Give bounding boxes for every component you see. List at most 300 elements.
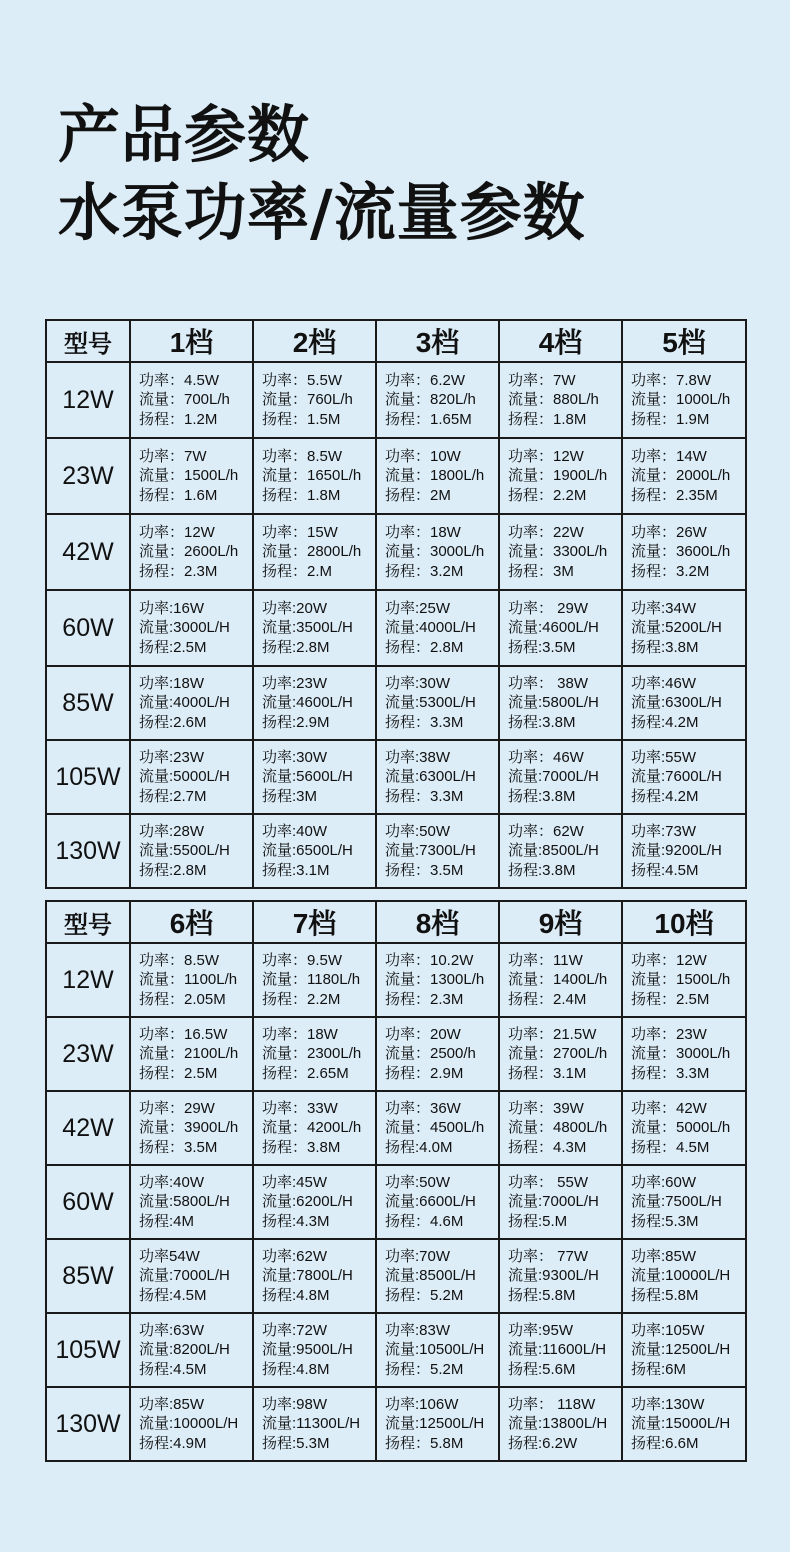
model-cell: 130W	[46, 814, 130, 888]
power-value: 功率：12W	[508, 447, 584, 465]
head-value: 扬程:3.1M	[262, 861, 330, 879]
head-value: 扬程：3.2M	[631, 562, 710, 580]
power-value: 功率:40W	[262, 822, 328, 840]
power-value: 功率:20W	[262, 599, 328, 617]
flow-value: 流量:6300L/H	[631, 694, 722, 712]
table-row	[46, 1239, 746, 1313]
head-value: 扬程:2.6M	[139, 713, 207, 731]
head-value: 扬程:5.M	[508, 1212, 568, 1230]
power-value: 功率：7W	[139, 447, 207, 465]
flow-value: 流量:5800L/H	[139, 1193, 230, 1211]
head-value: 扬程:4.9M	[139, 1434, 207, 1452]
power-value: 功率： 55W	[508, 1173, 589, 1191]
model-cell: 130W	[46, 1387, 130, 1461]
spec-cell	[376, 1017, 499, 1091]
spec-cell	[622, 1017, 746, 1091]
head-value: 扬程：2.3M	[385, 990, 464, 1008]
power-value: 功率:62W	[262, 1247, 328, 1265]
flow-value: 流量：4500L/h	[385, 1119, 485, 1137]
power-value: 功率：12W	[139, 523, 215, 541]
power-value: 功率：46W	[508, 748, 584, 766]
flow-value: 流量:10000L/H	[631, 1267, 731, 1285]
header-model: 型号	[46, 901, 130, 943]
power-value: 功率:50W	[385, 822, 451, 840]
spec-table-gears-6-10	[45, 900, 747, 1462]
head-value: 扬程：2.9M	[385, 1064, 464, 1082]
power-value: 功率:45W	[262, 1173, 328, 1191]
power-value: 功率：36W	[385, 1099, 461, 1117]
head-value: 扬程:3.8M	[508, 861, 576, 879]
power-value: 功率：15W	[262, 523, 338, 541]
head-value: 扬程:4.8M	[262, 1286, 330, 1304]
spec-cell	[499, 814, 622, 888]
flow-value: 流量：1650L/h	[262, 467, 362, 485]
flow-value: 流量：3600L/h	[631, 543, 731, 561]
power-value: 功率：10.2W	[385, 951, 474, 969]
spec-cell	[253, 1165, 376, 1239]
head-value: 扬程:3.5M	[508, 638, 576, 656]
spec-cell	[376, 1091, 499, 1165]
spec-cell	[253, 814, 376, 888]
spec-cell	[376, 1165, 499, 1239]
spec-cell	[130, 514, 253, 590]
flow-value: 流量：1180L/h	[262, 971, 361, 989]
flow-value: 流量:10500L/H	[385, 1341, 485, 1359]
head-value: 扬程:5.8M	[508, 1286, 576, 1304]
model-cell: 42W	[46, 514, 130, 590]
flow-value: 流量:3000L/H	[139, 619, 230, 637]
head-value: 扬程：2M	[385, 486, 451, 504]
power-value: 功率:73W	[631, 822, 697, 840]
power-value: 功率:106W	[385, 1395, 459, 1413]
spec-cell	[253, 1017, 376, 1091]
head-value: 扬程：2.M	[262, 562, 333, 580]
spec-cell	[376, 1387, 499, 1461]
flow-value: 流量：2700L/h	[508, 1045, 608, 1063]
spec-cell	[130, 1387, 253, 1461]
header-gear: 3档	[376, 320, 499, 362]
head-value: 扬程:4.2M	[631, 713, 699, 731]
flow-value: 流量：760L/h	[262, 391, 353, 409]
model-cell: 85W	[46, 666, 130, 740]
power-value: 功率:130W	[631, 1395, 705, 1413]
flow-value: 流量:7800L/H	[262, 1267, 353, 1285]
head-value: 扬程:4.5M	[139, 1360, 207, 1378]
head-value: 扬程：5.8M	[385, 1434, 464, 1452]
flow-value: 流量:9200L/H	[631, 842, 722, 860]
spec-cell	[376, 666, 499, 740]
spec-cell	[253, 1091, 376, 1165]
flow-value: 流量:5600L/H	[262, 768, 353, 786]
head-value: 扬程:2.7M	[139, 787, 207, 805]
power-value: 功率:72W	[262, 1321, 328, 1339]
flow-value: 流量：700L/h	[139, 391, 230, 409]
power-value: 功率:25W	[385, 599, 451, 617]
flow-value: 流量：820L/h	[385, 391, 476, 409]
power-value: 功率:83W	[385, 1321, 451, 1339]
flow-value: 流量:3500L/H	[262, 619, 353, 637]
head-value: 扬程：3.8M	[262, 1138, 341, 1156]
head-value: 扬程：2.2M	[262, 990, 341, 1008]
power-value: 功率：62W	[508, 822, 584, 840]
head-value: 扬程：3.1M	[508, 1064, 587, 1082]
model-cell: 105W	[46, 1313, 130, 1387]
head-value: 扬程：3.5M	[385, 861, 464, 879]
power-value: 功率：21.5W	[508, 1025, 597, 1043]
head-value: 扬程：2.2M	[508, 486, 587, 504]
power-value: 功率:34W	[631, 599, 697, 617]
spec-cell	[499, 943, 622, 1017]
spec-cell	[499, 362, 622, 438]
head-value: 扬程：2.5M	[139, 1064, 218, 1082]
header-gear: 10档	[622, 901, 746, 943]
spec-cell	[499, 1165, 622, 1239]
head-value: 扬程:4.3M	[262, 1212, 330, 1230]
flow-value: 流量：3000L/h	[631, 1045, 731, 1063]
table-header-row	[46, 901, 746, 943]
head-value: 扬程：1.9M	[631, 410, 710, 428]
model-cell: 12W	[46, 362, 130, 438]
flow-value: 流量:12500L/H	[631, 1341, 731, 1359]
head-value: 扬程:5.3M	[631, 1212, 699, 1230]
head-value: 扬程:2.9M	[262, 713, 330, 731]
power-value: 功率：26W	[631, 523, 707, 541]
spec-cell	[622, 740, 746, 814]
spec-cell	[376, 590, 499, 666]
power-value: 功率：39W	[508, 1099, 584, 1117]
header-gear: 8档	[376, 901, 499, 943]
flow-value: 流量:7000L/H	[508, 768, 599, 786]
head-value: 扬程：2.3M	[139, 562, 218, 580]
head-value: 扬程:5.8M	[631, 1286, 699, 1304]
spec-cell	[376, 1313, 499, 1387]
power-value: 功率：5.5W	[262, 371, 343, 389]
header-gear: 7档	[253, 901, 376, 943]
flow-value: 流量:6300L/H	[385, 768, 476, 786]
table-row	[46, 943, 746, 1017]
flow-value: 流量:6500L/H	[262, 842, 353, 860]
power-value: 功率：18W	[385, 523, 461, 541]
head-value: 扬程：3.2M	[385, 562, 464, 580]
flow-value: 流量:5000L/H	[139, 768, 230, 786]
spec-cell	[253, 740, 376, 814]
flow-value: 流量:4000L/H	[139, 694, 230, 712]
spec-cell	[130, 943, 253, 1017]
head-value: 扬程:4.8M	[262, 1360, 330, 1378]
model-cell: 60W	[46, 590, 130, 666]
head-value: 扬程：3.5M	[139, 1138, 218, 1156]
power-value: 功率：16.5W	[139, 1025, 228, 1043]
spec-cell	[622, 666, 746, 740]
head-value: 扬程：1.65M	[385, 410, 472, 428]
flow-value: 流量:9500L/H	[262, 1341, 353, 1359]
table-row	[46, 438, 746, 514]
head-value: 扬程:6.6M	[631, 1434, 699, 1452]
head-value: 扬程:2.8M	[262, 638, 330, 656]
flow-value: 流量:7000L/H	[139, 1267, 230, 1285]
flow-value: 流量：1100L/h	[139, 971, 238, 989]
spec-cell	[130, 666, 253, 740]
head-value: 扬程:2.8M	[139, 861, 207, 879]
flow-value: 流量：4800L/h	[508, 1119, 608, 1137]
flow-value: 流量:11300L/H	[262, 1415, 361, 1433]
flow-value: 流量：3900L/h	[139, 1119, 239, 1137]
spec-cell	[622, 362, 746, 438]
spec-cell	[622, 1313, 746, 1387]
head-value: 扬程:4M	[139, 1212, 195, 1230]
table-row	[46, 814, 746, 888]
head-value: 扬程：2.4M	[508, 990, 587, 1008]
spec-cell	[130, 590, 253, 666]
spec-cell	[130, 1313, 253, 1387]
head-value: 扬程:3.8M	[508, 713, 576, 731]
flow-value: 流量：2000L/h	[631, 467, 731, 485]
head-value: 扬程：1.2M	[139, 410, 218, 428]
power-value: 功率:60W	[631, 1173, 697, 1191]
power-value: 功率:63W	[139, 1321, 205, 1339]
spec-cell	[622, 814, 746, 888]
power-value: 功率:30W	[385, 674, 451, 692]
spec-cell	[130, 1239, 253, 1313]
power-value: 功率：7.8W	[631, 371, 712, 389]
flow-value: 流量：1500L/h	[631, 971, 731, 989]
flow-value: 流量:12500L/H	[385, 1415, 485, 1433]
spec-cell	[130, 362, 253, 438]
spec-cell	[130, 438, 253, 514]
model-cell: 42W	[46, 1091, 130, 1165]
head-value: 扬程:2.5M	[139, 638, 207, 656]
head-value: 扬程：2.8M	[385, 638, 464, 656]
spec-cell	[622, 1387, 746, 1461]
power-value: 功率:98W	[262, 1395, 328, 1413]
head-value: 扬程:5.6M	[508, 1360, 576, 1378]
flow-value: 流量:10000L/H	[139, 1415, 239, 1433]
header-gear: 9档	[499, 901, 622, 943]
flow-value: 流量：2500/h	[385, 1045, 476, 1063]
head-value: 扬程：4.6M	[385, 1212, 464, 1230]
spec-cell	[130, 814, 253, 888]
spec-cell	[253, 590, 376, 666]
head-value: 扬程：3.3M	[631, 1064, 710, 1082]
flow-value: 流量:6200L/H	[262, 1193, 353, 1211]
head-value: 扬程:3M	[262, 787, 318, 805]
head-value: 扬程：4.3M	[508, 1138, 587, 1156]
flow-value: 流量:8200L/H	[139, 1341, 230, 1359]
spec-cell	[622, 514, 746, 590]
spec-cell	[622, 438, 746, 514]
table-row	[46, 362, 746, 438]
head-value: 扬程：2.5M	[631, 990, 710, 1008]
flow-value: 流量：1800L/h	[385, 467, 485, 485]
head-value: 扬程：4.5M	[631, 1138, 710, 1156]
flow-value: 流量:9300L/H	[508, 1267, 599, 1285]
header-gear: 4档	[499, 320, 622, 362]
spec-cell	[376, 362, 499, 438]
table-row	[46, 740, 746, 814]
power-value: 功率:105W	[631, 1321, 705, 1339]
spec-cell	[253, 1387, 376, 1461]
flow-value: 流量：1300L/h	[385, 971, 485, 989]
spec-cell	[376, 438, 499, 514]
power-value: 功率:70W	[385, 1247, 451, 1265]
head-value: 扬程：3.3M	[385, 713, 464, 731]
head-value: 扬程:4.2M	[631, 787, 699, 805]
spec-cell	[253, 1239, 376, 1313]
head-value: 扬程：1.8M	[508, 410, 587, 428]
flow-value: 流量：4200L/h	[262, 1119, 362, 1137]
flow-value: 流量:4600L/H	[508, 619, 599, 637]
flow-value: 流量：1900L/h	[508, 467, 608, 485]
table-row	[46, 666, 746, 740]
header-gear: 2档	[253, 320, 376, 362]
spec-cell	[376, 1239, 499, 1313]
spec-cell	[376, 943, 499, 1017]
spec-cell	[253, 438, 376, 514]
flow-value: 流量：1000L/h	[631, 391, 731, 409]
power-value: 功率： 38W	[508, 674, 589, 692]
head-value: 扬程：1.6M	[139, 486, 218, 504]
head-value: 扬程：3.3M	[385, 787, 464, 805]
head-value: 扬程:3.8M	[631, 638, 699, 656]
flow-value: 流量:6600L/H	[385, 1193, 476, 1211]
power-value: 功率： 29W	[508, 599, 589, 617]
flow-value: 流量:11600L/H	[508, 1341, 607, 1359]
page-subtitle: 水泵功率/流量参数	[58, 176, 586, 249]
power-value: 功率:23W	[262, 674, 328, 692]
spec-cell	[376, 814, 499, 888]
power-value: 功率：18W	[262, 1025, 338, 1043]
power-value: 功率： 77W	[508, 1247, 589, 1265]
power-value: 功率：22W	[508, 523, 584, 541]
flow-value: 流量:13800L/H	[508, 1415, 608, 1433]
flow-value: 流量:7600L/H	[631, 768, 722, 786]
spec-cell	[499, 1091, 622, 1165]
table-row	[46, 514, 746, 590]
spec-cell	[130, 1091, 253, 1165]
head-value: 扬程:5.3M	[262, 1434, 330, 1452]
spec-cell	[253, 943, 376, 1017]
power-value: 功率:40W	[139, 1173, 205, 1191]
power-value: 功率：10W	[385, 447, 461, 465]
model-cell: 85W	[46, 1239, 130, 1313]
spec-cell	[130, 1165, 253, 1239]
flow-value: 流量：880L/h	[508, 391, 599, 409]
header-model: 型号	[46, 320, 130, 362]
power-value: 功率：11W	[508, 951, 583, 969]
head-value: 扬程:6M	[631, 1360, 687, 1378]
header-gear: 6档	[130, 901, 253, 943]
power-value: 功率:23W	[139, 748, 205, 766]
spec-cell	[622, 1165, 746, 1239]
flow-value: 流量：2800L/h	[262, 543, 362, 561]
power-value: 功率:18W	[139, 674, 205, 692]
spec-cell	[253, 666, 376, 740]
power-value: 功率:55W	[631, 748, 697, 766]
flow-value: 流量：5000L/h	[631, 1119, 731, 1137]
head-value: 扬程：5.2M	[385, 1286, 464, 1304]
spec-cell	[499, 1239, 622, 1313]
power-value: 功率:28W	[139, 822, 205, 840]
head-value: 扬程:4.5M	[631, 861, 699, 879]
table-row	[46, 590, 746, 666]
flow-value: 流量:5200L/H	[631, 619, 722, 637]
flow-value: 流量：1500L/h	[139, 467, 239, 485]
spec-cell	[499, 590, 622, 666]
head-value: 扬程：1.8M	[262, 486, 341, 504]
flow-value: 流量：3000L/h	[385, 543, 485, 561]
power-value: 功率:85W	[631, 1247, 697, 1265]
power-value: 功率：12W	[631, 951, 707, 969]
power-value: 功率54W	[139, 1247, 200, 1265]
power-value: 功率:85W	[139, 1395, 205, 1413]
table-row	[46, 1091, 746, 1165]
power-value: 功率:16W	[139, 599, 205, 617]
spec-cell	[499, 1387, 622, 1461]
power-value: 功率：42W	[631, 1099, 707, 1117]
header-gear: 5档	[622, 320, 746, 362]
flow-value: 流量:15000L/H	[631, 1415, 731, 1433]
power-value: 功率:38W	[385, 748, 451, 766]
spec-cell	[499, 1313, 622, 1387]
head-value: 扬程：3M	[508, 562, 574, 580]
spec-cell	[622, 1091, 746, 1165]
flow-value: 流量：2600L/h	[139, 543, 239, 561]
head-value: 扬程:6.2W	[508, 1434, 578, 1452]
flow-value: 流量：2100L/h	[139, 1045, 239, 1063]
table-row	[46, 1313, 746, 1387]
power-value: 功率： 118W	[508, 1395, 596, 1413]
spec-cell	[499, 666, 622, 740]
head-value: 扬程:4.5M	[139, 1286, 207, 1304]
spec-cell	[376, 740, 499, 814]
power-value: 功率：20W	[385, 1025, 461, 1043]
model-cell: 105W	[46, 740, 130, 814]
power-value: 功率：29W	[139, 1099, 215, 1117]
power-value: 功率：8.5W	[262, 447, 343, 465]
model-cell: 60W	[46, 1165, 130, 1239]
flow-value: 流量：2300L/h	[262, 1045, 362, 1063]
power-value: 功率：4.5W	[139, 371, 220, 389]
spec-cell	[499, 514, 622, 590]
power-value: 功率:95W	[508, 1321, 574, 1339]
power-value: 功率：33W	[262, 1099, 338, 1117]
spec-cell	[622, 590, 746, 666]
spec-cell	[499, 740, 622, 814]
head-value: 扬程：5.2M	[385, 1360, 464, 1378]
head-value: 扬程:4.0M	[385, 1138, 453, 1156]
table-row	[46, 1387, 746, 1461]
table-row	[46, 1165, 746, 1239]
power-value: 功率：23W	[631, 1025, 707, 1043]
spec-cell	[130, 740, 253, 814]
flow-value: 流量:5500L/H	[139, 842, 230, 860]
power-value: 功率:46W	[631, 674, 697, 692]
table-header-row	[46, 320, 746, 362]
power-value: 功率：8.5W	[139, 951, 220, 969]
flow-value: 流量:8500L/H	[385, 1267, 476, 1285]
spec-cell	[130, 1017, 253, 1091]
head-value: 扬程：1.5M	[262, 410, 341, 428]
flow-value: 流量:4600L/H	[262, 694, 353, 712]
page-title: 产品参数	[58, 98, 311, 171]
flow-value: 流量:7000L/H	[508, 1193, 599, 1211]
flow-value: 流量：1400L/h	[508, 971, 608, 989]
header-gear: 1档	[130, 320, 253, 362]
flow-value: 流量:7300L/H	[385, 842, 476, 860]
head-value: 扬程：2.65M	[262, 1064, 349, 1082]
flow-value: 流量:5300L/H	[385, 694, 476, 712]
flow-value: 流量:8500L/H	[508, 842, 599, 860]
